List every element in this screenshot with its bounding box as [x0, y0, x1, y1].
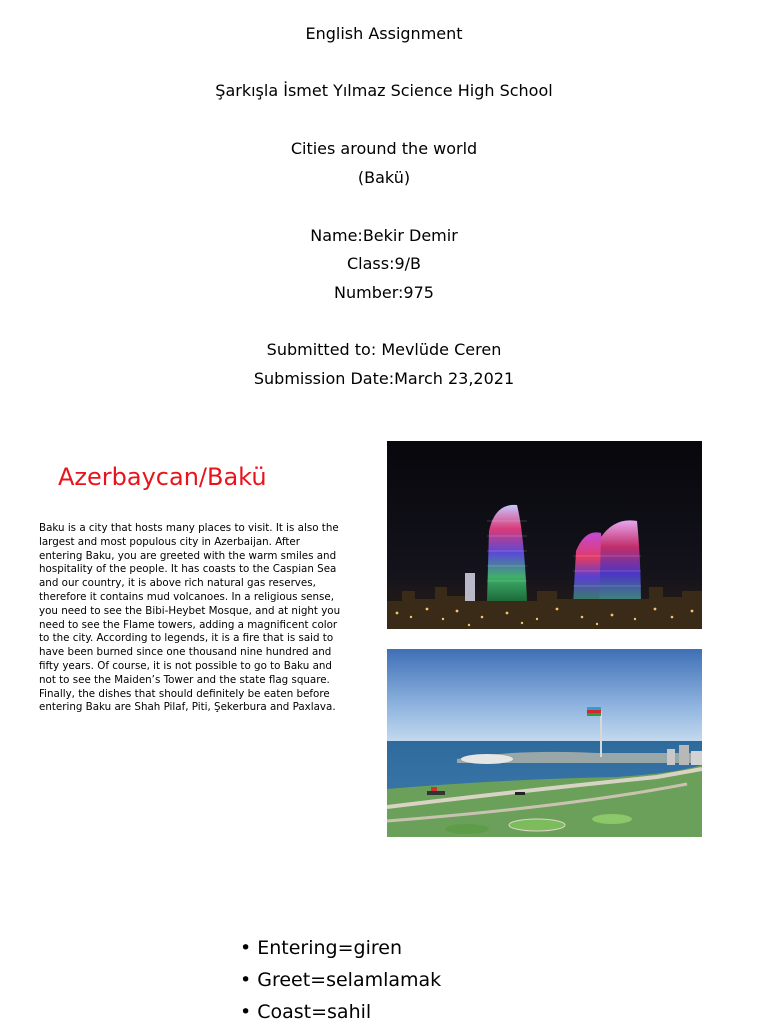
vocabulary-item: [240, 996, 441, 1028]
vocabulary-item: [240, 964, 441, 996]
student-class: Class:9/B: [346, 254, 422, 273]
vocabulary-text: Entering=giren: [257, 937, 402, 959]
student-number: Number:975: [334, 283, 434, 302]
section-title: Azerbaycan/Bakü: [58, 463, 267, 491]
baku-bay-flag-square-photo: [387, 649, 702, 837]
school-name: Şarkışla İsmet Yılmaz Science High School: [215, 81, 553, 100]
vocabulary-item: [240, 932, 441, 964]
topic: Cities around the world: [290, 139, 478, 158]
vocabulary-text: Greet=selamlamak: [257, 969, 442, 991]
student-name: Name:Bekir Demir: [310, 226, 458, 245]
city-name: (Bakü): [357, 168, 411, 187]
submission-date: Submission Date:March 23,2021: [253, 369, 515, 388]
body-paragraph: Baku is a city that hosts many places to visit. It is also the largest and most populous city in Azerbaijan. After entering Baku, you are greeted with the warm smiles and hospitality of the people. It has coasts to the Caspian Sea and our country, it is above rich natural gas reserves, therefore it contains mud volcanoes. In a religious sense, you need to see the Bibi-Heybet Mosque, and at night you need to see the Flame towers, adding a magnificent color to the city. According to legends, it is a fire that is said to have been burned since one thousand nine hundred and fifty years. Of course, it is not possible to go to Baku and not to see the Maiden’s Tower and the state flag square. Finally, the dishes that should definitely be eaten before entering Baku are Shah Pilaf, Piti, Şekerbura and Paxlava.: [39, 522, 341, 714]
bullet: •: [240, 937, 252, 959]
assignment-title: English Assignment: [305, 24, 463, 43]
vocabulary-list: [240, 932, 441, 1028]
vocabulary-text: Coast=sahil: [257, 1001, 372, 1023]
bullet: •: [240, 1001, 252, 1023]
submitted-to: Submitted to: Mevlüde Ceren: [266, 340, 502, 359]
flame-towers-night-photo: [387, 441, 702, 629]
bullet: •: [240, 969, 252, 991]
